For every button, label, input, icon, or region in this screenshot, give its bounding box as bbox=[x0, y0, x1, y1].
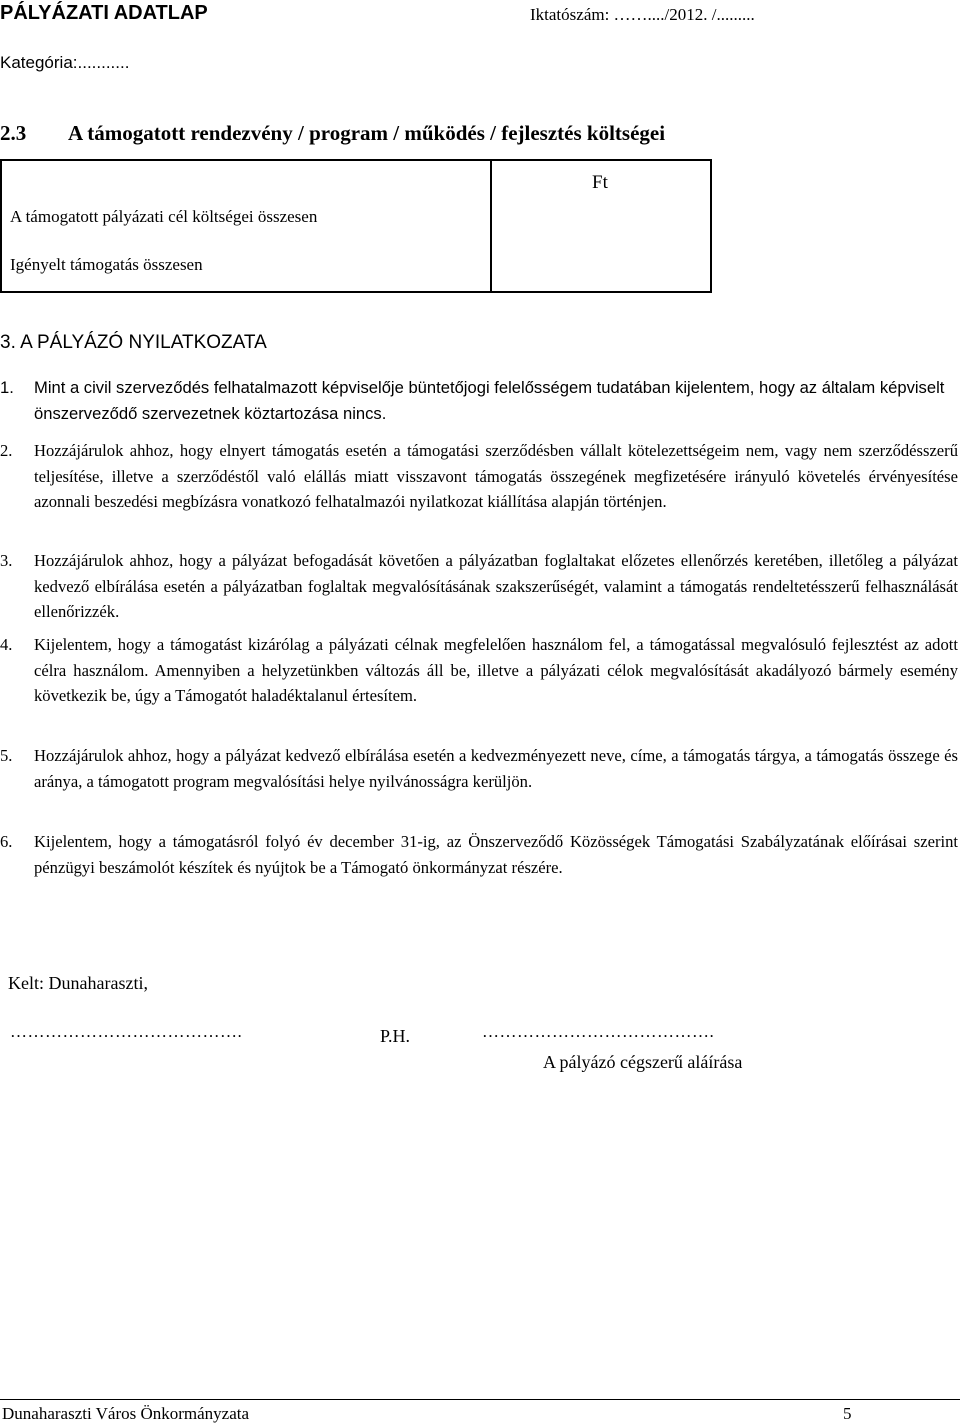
table-divider bbox=[490, 161, 492, 291]
item-number: 2. bbox=[0, 441, 13, 460]
section-title: A támogatott rendezvény / program / működés / fejlesztés költségei bbox=[68, 121, 666, 145]
item-text: Hozzájárulok ahhoz, hogy a pályázat kedvező elbírálása esetén a kedvezményezett neve, címe, a támogatás tárgya, a támogatás összege és aránya, a támogatott program megvalósítási helye nyilvánosságra kerüljön. bbox=[34, 746, 958, 791]
item-text: Hozzájárulok ahhoz, hogy elnyert támogatás esetén a támogatási szerződésben vállalt kötelezettségeim nem, vagy nem szerződésszerű teljesítése, illetve a szerződéstől való elállás miatt visszavont támogatás összegének megfizetésére irányuló követelés érvényesítése azonnali beszedési megbízásra vonatkozó felhatalmazói nyilatkozat kiállítása alapján történjen. bbox=[34, 441, 958, 512]
signature-dotted-line: …………………………………. bbox=[482, 1022, 715, 1041]
item-number: 1. bbox=[0, 378, 14, 397]
item-number: 3. bbox=[0, 551, 13, 570]
page-number: 5 bbox=[843, 1404, 852, 1423]
declaration-item bbox=[0, 548, 958, 625]
table-row-requested-support: Igényelt támogatás összesen bbox=[10, 255, 203, 274]
date-place-label: Kelt: Dunaharaszti, bbox=[8, 973, 148, 993]
cost-table bbox=[0, 159, 712, 293]
footer-divider bbox=[0, 1399, 960, 1400]
section-number: 2.3 bbox=[0, 121, 27, 145]
item-text: Hozzájárulok ahhoz, hogy a pályázat befogadását követően a pályázatban foglaltakat előzetes ellenőrzés keretében, illetőleg a pályázat kedvező elbírálása esetén a pályázatban foglaltak megvalósításának szakszerűségét, valamint a támogatás rendeltetésszerű felhasználását ellenőrizzék. bbox=[34, 551, 958, 622]
item-number: 4. bbox=[0, 635, 13, 654]
item-text: Kijelentem, hogy a támogatást kizárólag a pályázati célnak megfelelően használom fel, a támogatással megvalósuló fejlesztést az adott célra használom. Amennyiben a helyzetünkben változás áll be, illetve a pályázati célok megvalósítását akadályozó bármely esemény következik be, úgy a Támogatót haladéktalanul értesítem. bbox=[34, 635, 958, 706]
section-heading bbox=[0, 121, 665, 146]
item-text: Kijelentem, hogy a támogatásról folyó év december 31-ig, az Önszerveződő Közösségek Támogatási Szabályzatának előírásai szerint pénzügyi beszámolót készítek és nyújtok be a Támogató önkormányzat részére. bbox=[34, 832, 958, 877]
stamp-label: P.H. bbox=[380, 1026, 411, 1046]
footer-organization: Dunaharaszti Város Önkormányzata bbox=[2, 1404, 250, 1423]
currency-header: Ft bbox=[592, 172, 608, 193]
table-row-total-cost: A támogatott pályázati cél költségei összesen bbox=[10, 207, 318, 226]
declaration-item bbox=[0, 743, 958, 794]
category-field: Kategória:........... bbox=[0, 53, 130, 72]
item-number: 5. bbox=[0, 746, 13, 765]
date-dotted-line: …………………………………. bbox=[10, 1022, 243, 1041]
signature-label: A pályázó cégszerű aláírása bbox=[543, 1052, 743, 1072]
item-number: 6. bbox=[0, 832, 13, 851]
declaration-item bbox=[0, 632, 958, 709]
declaration-heading: 3. A PÁLYÁZÓ NYILATKOZATA bbox=[0, 332, 267, 353]
form-title: PÁLYÁZATI ADATLAP bbox=[0, 2, 208, 24]
declaration-item bbox=[0, 829, 958, 880]
item-text: Mint a civil szerveződés felhatalmazott képviselője büntetőjogi felelősségem tudatában kijelentem, hogy az általam képviselt önszerveződő szervezetnek köztartozása nincs. bbox=[34, 378, 945, 423]
declaration-item bbox=[0, 375, 958, 426]
declaration-item bbox=[0, 438, 958, 515]
registration-number: Iktatószám: ……..../2012. /......... bbox=[530, 5, 755, 24]
